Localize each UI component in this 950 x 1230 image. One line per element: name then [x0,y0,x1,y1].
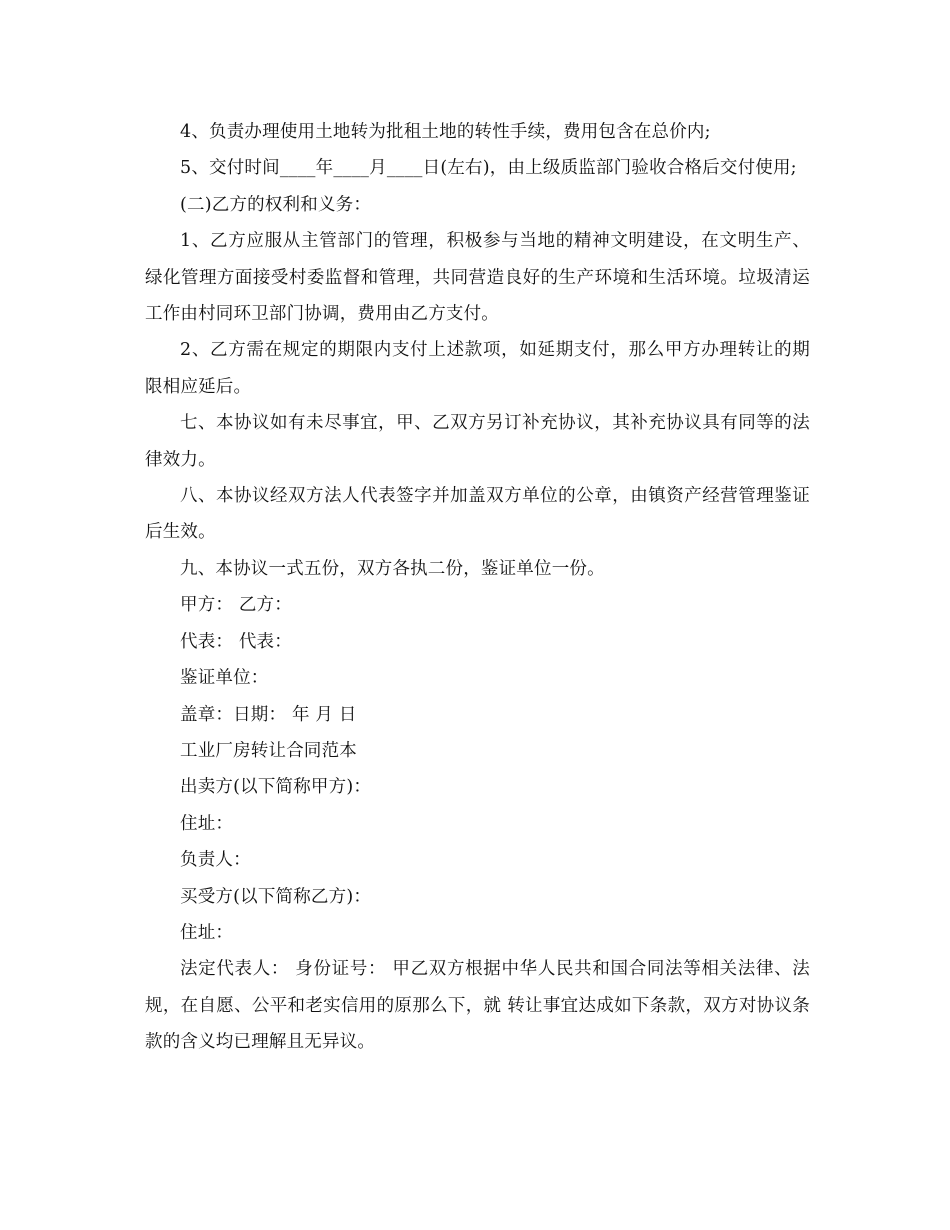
paragraph-party-b-duty-1: 1、乙方应服从主管部门的管理，积极参与当地的精神文明建设，在文明生产、绿化管理方面接受村委监督和管理，共同营造良好的生产环境和生活环境。垃圾清运工作由村同环卫部门协调，费用由乙方支付。 [145,231,810,325]
signature-seal-date-line: 盖章：日期： 年 月 日 [180,704,357,725]
signature-parties-line: 甲方： 乙方： [180,595,292,616]
buyer-line: 买受方(以下简称乙方)： [180,886,372,907]
paragraph-party-b-rights-heading: (二)乙方的权利和义务： [180,194,372,215]
seller-line: 出卖方(以下简称甲方)： [180,777,372,798]
seller-address-line: 住址： [180,813,234,834]
paragraph-clause-4: 4、负责办理使用土地转为批租土地的转性手续，费用包含在总价内; [180,122,711,142]
paragraph-article-8: 八、本协议经双方法人代表签字并加盖双方单位的公章，由镇资产经营管理鉴证后生效。 [145,486,810,543]
document-subtitle: 工业厂房转让合同范本 [180,740,357,761]
document-body [145,114,810,1061]
buyer-address-line: 住址： [180,922,234,943]
seller-responsible-person-line: 负责人： [180,850,251,871]
legal-representative-paragraph: 法定代表人： 身份证号： 甲乙双方根据中华人民共和国合同法等相关法律、法规，在自愿、公平和老实信用的原那么下，就 转让事宜达成如下条款，双方对协议条款的含义均已理解且无异议。 [145,959,810,1053]
paragraph-clause-5-delivery-time: 5、交付时间____年____月____日(左右)，由上级质监部门验收合格后交付使用; [180,158,797,179]
signature-representatives-line: 代表： 代表： [180,631,292,652]
paragraph-article-9: 九、本协议一式五份，双方各执二份，鉴证单位一份。 [180,558,605,579]
paragraph-party-b-duty-2: 2、乙方需在规定的期限内支付上述款项，如延期支付，那么甲方办理转让的期限相应延后。 [145,340,810,397]
signature-verifier-line: 鉴证单位： [180,668,269,689]
paragraph-article-7: 七、本协议如有未尽事宜，甲、乙双方另订补充协议，其补充协议具有同等的法律效力。 [145,413,810,470]
